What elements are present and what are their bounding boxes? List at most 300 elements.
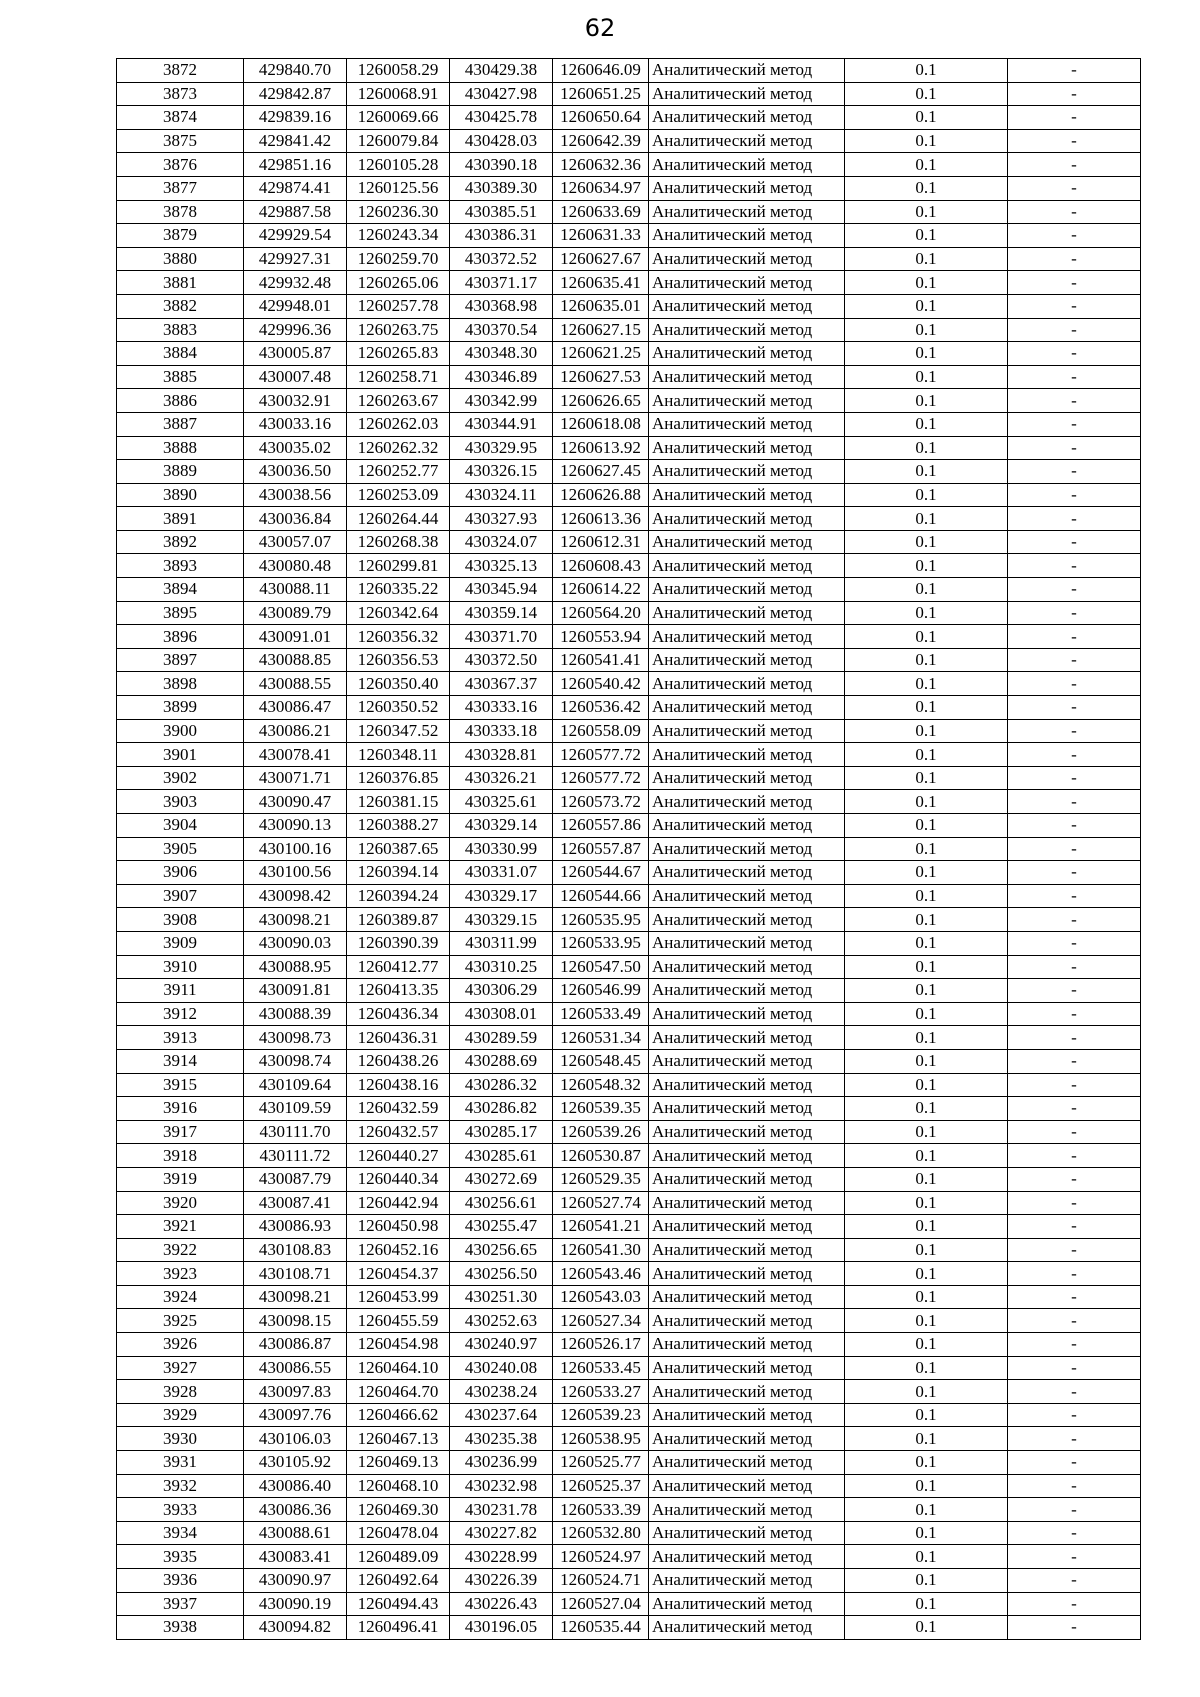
- table-row: [117, 483, 1141, 507]
- coordinates-table: [116, 58, 1141, 1640]
- note-cell: -: [1008, 908, 1141, 932]
- x1-cell: 430088.61: [244, 1521, 347, 1545]
- y1-cell: 1260450.98: [347, 1215, 450, 1239]
- accuracy-cell: 0.1: [845, 601, 1008, 625]
- x2-cell: 430385.51: [450, 200, 553, 224]
- method-cell: Аналитический метод: [649, 861, 845, 885]
- y1-cell: 1260263.67: [347, 389, 450, 413]
- method-cell: Аналитический метод: [649, 979, 845, 1003]
- accuracy-cell: 0.1: [845, 1592, 1008, 1616]
- table-row: [117, 1026, 1141, 1050]
- table-row: [117, 1049, 1141, 1073]
- method-cell: Аналитический метод: [649, 648, 845, 672]
- accuracy-cell: 0.1: [845, 696, 1008, 720]
- y1-cell: 1260440.27: [347, 1144, 450, 1168]
- note-cell: -: [1008, 106, 1141, 130]
- point-number-cell: 3876: [117, 153, 244, 177]
- accuracy-cell: 0.1: [845, 1309, 1008, 1333]
- method-cell: Аналитический метод: [649, 389, 845, 413]
- accuracy-cell: 0.1: [845, 554, 1008, 578]
- method-cell: Аналитический метод: [649, 1238, 845, 1262]
- x1-cell: 429874.41: [244, 176, 347, 200]
- note-cell: -: [1008, 1356, 1141, 1380]
- y1-cell: 1260125.56: [347, 176, 450, 200]
- accuracy-cell: 0.1: [845, 59, 1008, 83]
- table-row: [117, 696, 1141, 720]
- x1-cell: 430109.59: [244, 1097, 347, 1121]
- x1-cell: 429996.36: [244, 318, 347, 342]
- note-cell: -: [1008, 153, 1141, 177]
- note-cell: -: [1008, 743, 1141, 767]
- x2-cell: 430372.50: [450, 648, 553, 672]
- point-number-cell: 3882: [117, 294, 244, 318]
- y1-cell: 1260489.09: [347, 1545, 450, 1569]
- table-row: [117, 247, 1141, 271]
- x1-cell: 429948.01: [244, 294, 347, 318]
- method-cell: Аналитический метод: [649, 1569, 845, 1593]
- y2-cell: 1260525.37: [553, 1474, 649, 1498]
- x2-cell: 430226.39: [450, 1569, 553, 1593]
- x2-cell: 430370.54: [450, 318, 553, 342]
- accuracy-cell: 0.1: [845, 200, 1008, 224]
- point-number-cell: 3931: [117, 1451, 244, 1475]
- x1-cell: 430098.21: [244, 908, 347, 932]
- x1-cell: 430088.11: [244, 578, 347, 602]
- table-row: [117, 1380, 1141, 1404]
- table-row: [117, 1167, 1141, 1191]
- x2-cell: 430256.65: [450, 1238, 553, 1262]
- y2-cell: 1260533.95: [553, 931, 649, 955]
- x1-cell: 430098.73: [244, 1026, 347, 1050]
- y2-cell: 1260651.25: [553, 82, 649, 106]
- point-number-cell: 3925: [117, 1309, 244, 1333]
- x1-cell: 430083.41: [244, 1545, 347, 1569]
- note-cell: -: [1008, 1451, 1141, 1475]
- note-cell: -: [1008, 672, 1141, 696]
- x1-cell: 430094.82: [244, 1616, 347, 1640]
- x1-cell: 430090.13: [244, 814, 347, 838]
- x1-cell: 430038.56: [244, 483, 347, 507]
- point-number-cell: 3879: [117, 224, 244, 248]
- x2-cell: 430226.43: [450, 1592, 553, 1616]
- x2-cell: 430344.91: [450, 412, 553, 436]
- table-row: [117, 1403, 1141, 1427]
- note-cell: -: [1008, 814, 1141, 838]
- point-number-cell: 3919: [117, 1167, 244, 1191]
- method-cell: Аналитический метод: [649, 1026, 845, 1050]
- note-cell: -: [1008, 1403, 1141, 1427]
- point-number-cell: 3930: [117, 1427, 244, 1451]
- y1-cell: 1260243.34: [347, 224, 450, 248]
- point-number-cell: 3933: [117, 1498, 244, 1522]
- method-cell: Аналитический метод: [649, 625, 845, 649]
- y2-cell: 1260539.35: [553, 1097, 649, 1121]
- x2-cell: 430286.32: [450, 1073, 553, 1097]
- y1-cell: 1260438.16: [347, 1073, 450, 1097]
- method-cell: Аналитический метод: [649, 578, 845, 602]
- note-cell: -: [1008, 1521, 1141, 1545]
- note-cell: -: [1008, 578, 1141, 602]
- note-cell: -: [1008, 955, 1141, 979]
- table-row: [117, 1545, 1141, 1569]
- accuracy-cell: 0.1: [845, 837, 1008, 861]
- note-cell: -: [1008, 460, 1141, 484]
- x1-cell: 430090.47: [244, 790, 347, 814]
- x2-cell: 430331.07: [450, 861, 553, 885]
- method-cell: Аналитический метод: [649, 365, 845, 389]
- table-row: [117, 530, 1141, 554]
- note-cell: -: [1008, 1167, 1141, 1191]
- table-row: [117, 1333, 1141, 1357]
- accuracy-cell: 0.1: [845, 129, 1008, 153]
- table-row: [117, 176, 1141, 200]
- method-cell: Аналитический метод: [649, 530, 845, 554]
- note-cell: -: [1008, 59, 1141, 83]
- x1-cell: 430091.01: [244, 625, 347, 649]
- x1-cell: 429840.70: [244, 59, 347, 83]
- x1-cell: 430090.97: [244, 1569, 347, 1593]
- point-number-cell: 3888: [117, 436, 244, 460]
- y2-cell: 1260632.36: [553, 153, 649, 177]
- method-cell: Аналитический метод: [649, 460, 845, 484]
- x1-cell: 429932.48: [244, 271, 347, 295]
- y1-cell: 1260388.27: [347, 814, 450, 838]
- point-number-cell: 3901: [117, 743, 244, 767]
- y2-cell: 1260533.39: [553, 1498, 649, 1522]
- method-cell: Аналитический метод: [649, 931, 845, 955]
- method-cell: Аналитический метод: [649, 1498, 845, 1522]
- point-number-cell: 3904: [117, 814, 244, 838]
- method-cell: Аналитический метод: [649, 1545, 845, 1569]
- table-row: [117, 648, 1141, 672]
- method-cell: Аналитический метод: [649, 1167, 845, 1191]
- table-row: [117, 1120, 1141, 1144]
- table-row: [117, 224, 1141, 248]
- y1-cell: 1260454.37: [347, 1262, 450, 1286]
- accuracy-cell: 0.1: [845, 648, 1008, 672]
- accuracy-cell: 0.1: [845, 1002, 1008, 1026]
- y2-cell: 1260633.69: [553, 200, 649, 224]
- note-cell: -: [1008, 412, 1141, 436]
- y2-cell: 1260541.21: [553, 1215, 649, 1239]
- y1-cell: 1260390.39: [347, 931, 450, 955]
- y1-cell: 1260455.59: [347, 1309, 450, 1333]
- y1-cell: 1260356.32: [347, 625, 450, 649]
- x2-cell: 430196.05: [450, 1616, 553, 1640]
- y1-cell: 1260442.94: [347, 1191, 450, 1215]
- y2-cell: 1260558.09: [553, 719, 649, 743]
- accuracy-cell: 0.1: [845, 318, 1008, 342]
- method-cell: Аналитический метод: [649, 1427, 845, 1451]
- x2-cell: 430371.17: [450, 271, 553, 295]
- x1-cell: 430007.48: [244, 365, 347, 389]
- accuracy-cell: 0.1: [845, 294, 1008, 318]
- y1-cell: 1260252.77: [347, 460, 450, 484]
- note-cell: -: [1008, 861, 1141, 885]
- x2-cell: 430326.15: [450, 460, 553, 484]
- x1-cell: 430097.83: [244, 1380, 347, 1404]
- accuracy-cell: 0.1: [845, 908, 1008, 932]
- y2-cell: 1260543.03: [553, 1285, 649, 1309]
- point-number-cell: 3887: [117, 412, 244, 436]
- y1-cell: 1260469.30: [347, 1498, 450, 1522]
- note-cell: -: [1008, 82, 1141, 106]
- method-cell: Аналитический метод: [649, 200, 845, 224]
- point-number-cell: 3890: [117, 483, 244, 507]
- point-number-cell: 3885: [117, 365, 244, 389]
- method-cell: Аналитический метод: [649, 176, 845, 200]
- accuracy-cell: 0.1: [845, 106, 1008, 130]
- method-cell: Аналитический метод: [649, 790, 845, 814]
- y1-cell: 1260262.32: [347, 436, 450, 460]
- y2-cell: 1260608.43: [553, 554, 649, 578]
- point-number-cell: 3914: [117, 1049, 244, 1073]
- y1-cell: 1260335.22: [347, 578, 450, 602]
- point-number-cell: 3878: [117, 200, 244, 224]
- note-cell: -: [1008, 554, 1141, 578]
- x1-cell: 430036.84: [244, 507, 347, 531]
- y2-cell: 1260532.80: [553, 1521, 649, 1545]
- y2-cell: 1260539.26: [553, 1120, 649, 1144]
- table-row: [117, 1616, 1141, 1640]
- y1-cell: 1260265.06: [347, 271, 450, 295]
- y2-cell: 1260626.88: [553, 483, 649, 507]
- y2-cell: 1260627.67: [553, 247, 649, 271]
- x2-cell: 430251.30: [450, 1285, 553, 1309]
- y1-cell: 1260236.30: [347, 200, 450, 224]
- point-number-cell: 3892: [117, 530, 244, 554]
- note-cell: -: [1008, 483, 1141, 507]
- note-cell: -: [1008, 318, 1141, 342]
- y1-cell: 1260058.29: [347, 59, 450, 83]
- y2-cell: 1260557.87: [553, 837, 649, 861]
- table-row: [117, 743, 1141, 767]
- point-number-cell: 3923: [117, 1262, 244, 1286]
- accuracy-cell: 0.1: [845, 82, 1008, 106]
- accuracy-cell: 0.1: [845, 1521, 1008, 1545]
- note-cell: -: [1008, 1309, 1141, 1333]
- accuracy-cell: 0.1: [845, 1569, 1008, 1593]
- x2-cell: 430324.11: [450, 483, 553, 507]
- y1-cell: 1260467.13: [347, 1427, 450, 1451]
- x1-cell: 430108.83: [244, 1238, 347, 1262]
- y1-cell: 1260464.70: [347, 1380, 450, 1404]
- y2-cell: 1260627.15: [553, 318, 649, 342]
- x1-cell: 430100.56: [244, 861, 347, 885]
- x2-cell: 430345.94: [450, 578, 553, 602]
- y1-cell: 1260494.43: [347, 1592, 450, 1616]
- x1-cell: 430032.91: [244, 389, 347, 413]
- point-number-cell: 3873: [117, 82, 244, 106]
- x2-cell: 430333.16: [450, 696, 553, 720]
- x2-cell: 430285.17: [450, 1120, 553, 1144]
- x2-cell: 430288.69: [450, 1049, 553, 1073]
- y1-cell: 1260413.35: [347, 979, 450, 1003]
- y1-cell: 1260299.81: [347, 554, 450, 578]
- note-cell: -: [1008, 1545, 1141, 1569]
- table-row: [117, 837, 1141, 861]
- y1-cell: 1260350.40: [347, 672, 450, 696]
- accuracy-cell: 0.1: [845, 1498, 1008, 1522]
- note-cell: -: [1008, 766, 1141, 790]
- y2-cell: 1260635.01: [553, 294, 649, 318]
- x1-cell: 430035.02: [244, 436, 347, 460]
- x1-cell: 430105.92: [244, 1451, 347, 1475]
- y2-cell: 1260527.34: [553, 1309, 649, 1333]
- y1-cell: 1260264.44: [347, 507, 450, 531]
- x1-cell: 430087.41: [244, 1191, 347, 1215]
- y1-cell: 1260079.84: [347, 129, 450, 153]
- point-number-cell: 3915: [117, 1073, 244, 1097]
- x2-cell: 430325.61: [450, 790, 553, 814]
- x2-cell: 430325.13: [450, 554, 553, 578]
- table-row: [117, 436, 1141, 460]
- method-cell: Аналитический метод: [649, 554, 845, 578]
- y1-cell: 1260412.77: [347, 955, 450, 979]
- note-cell: -: [1008, 1498, 1141, 1522]
- method-cell: Аналитический метод: [649, 1356, 845, 1380]
- y1-cell: 1260268.38: [347, 530, 450, 554]
- accuracy-cell: 0.1: [845, 1049, 1008, 1073]
- x2-cell: 430333.18: [450, 719, 553, 743]
- point-number-cell: 3912: [117, 1002, 244, 1026]
- x1-cell: 430100.16: [244, 837, 347, 861]
- table-row: [117, 625, 1141, 649]
- note-cell: -: [1008, 1592, 1141, 1616]
- y2-cell: 1260618.08: [553, 412, 649, 436]
- table-row: [117, 271, 1141, 295]
- x1-cell: 429839.16: [244, 106, 347, 130]
- method-cell: Аналитический метод: [649, 1309, 845, 1333]
- accuracy-cell: 0.1: [845, 271, 1008, 295]
- x2-cell: 430237.64: [450, 1403, 553, 1427]
- method-cell: Аналитический метод: [649, 766, 845, 790]
- y2-cell: 1260544.67: [553, 861, 649, 885]
- accuracy-cell: 0.1: [845, 743, 1008, 767]
- accuracy-cell: 0.1: [845, 1380, 1008, 1404]
- method-cell: Аналитический метод: [649, 837, 845, 861]
- accuracy-cell: 0.1: [845, 861, 1008, 885]
- x2-cell: 430329.15: [450, 908, 553, 932]
- accuracy-cell: 0.1: [845, 224, 1008, 248]
- y1-cell: 1260105.28: [347, 153, 450, 177]
- accuracy-cell: 0.1: [845, 1545, 1008, 1569]
- accuracy-cell: 0.1: [845, 153, 1008, 177]
- method-cell: Аналитический метод: [649, 1616, 845, 1640]
- x2-cell: 430429.38: [450, 59, 553, 83]
- accuracy-cell: 0.1: [845, 1285, 1008, 1309]
- x1-cell: 430080.48: [244, 554, 347, 578]
- method-cell: Аналитический метод: [649, 1191, 845, 1215]
- point-number-cell: 3909: [117, 931, 244, 955]
- accuracy-cell: 0.1: [845, 790, 1008, 814]
- x2-cell: 430389.30: [450, 176, 553, 200]
- y2-cell: 1260535.95: [553, 908, 649, 932]
- y2-cell: 1260533.27: [553, 1380, 649, 1404]
- x1-cell: 430111.70: [244, 1120, 347, 1144]
- accuracy-cell: 0.1: [845, 1073, 1008, 1097]
- point-number-cell: 3895: [117, 601, 244, 625]
- x1-cell: 430088.95: [244, 955, 347, 979]
- accuracy-cell: 0.1: [845, 1616, 1008, 1640]
- note-cell: -: [1008, 1474, 1141, 1498]
- note-cell: -: [1008, 1285, 1141, 1309]
- accuracy-cell: 0.1: [845, 1333, 1008, 1357]
- y1-cell: 1260356.53: [347, 648, 450, 672]
- y2-cell: 1260613.92: [553, 436, 649, 460]
- accuracy-cell: 0.1: [845, 578, 1008, 602]
- y2-cell: 1260536.42: [553, 696, 649, 720]
- accuracy-cell: 0.1: [845, 436, 1008, 460]
- accuracy-cell: 0.1: [845, 247, 1008, 271]
- table-row: [117, 59, 1141, 83]
- x1-cell: 429929.54: [244, 224, 347, 248]
- y2-cell: 1260524.71: [553, 1569, 649, 1593]
- y1-cell: 1260436.34: [347, 1002, 450, 1026]
- note-cell: -: [1008, 1120, 1141, 1144]
- method-cell: Аналитический метод: [649, 1097, 845, 1121]
- note-cell: -: [1008, 294, 1141, 318]
- note-cell: -: [1008, 837, 1141, 861]
- y1-cell: 1260440.34: [347, 1167, 450, 1191]
- y2-cell: 1260529.35: [553, 1167, 649, 1191]
- method-cell: Аналитический метод: [649, 318, 845, 342]
- x2-cell: 430255.47: [450, 1215, 553, 1239]
- method-cell: Аналитический метод: [649, 601, 845, 625]
- x1-cell: 430078.41: [244, 743, 347, 767]
- table-row: [117, 294, 1141, 318]
- method-cell: Аналитический метод: [649, 1403, 845, 1427]
- y1-cell: 1260453.99: [347, 1285, 450, 1309]
- note-cell: -: [1008, 176, 1141, 200]
- point-number-cell: 3913: [117, 1026, 244, 1050]
- x2-cell: 430342.99: [450, 389, 553, 413]
- table-row: [117, 1262, 1141, 1286]
- x2-cell: 430367.37: [450, 672, 553, 696]
- x1-cell: 430088.85: [244, 648, 347, 672]
- table-row: [117, 931, 1141, 955]
- accuracy-cell: 0.1: [845, 672, 1008, 696]
- x1-cell: 430098.15: [244, 1309, 347, 1333]
- method-cell: Аналитический метод: [649, 436, 845, 460]
- point-number-cell: 3881: [117, 271, 244, 295]
- x2-cell: 430329.17: [450, 884, 553, 908]
- x1-cell: 430086.21: [244, 719, 347, 743]
- x1-cell: 430071.71: [244, 766, 347, 790]
- x1-cell: 430111.72: [244, 1144, 347, 1168]
- x2-cell: 430235.38: [450, 1427, 553, 1451]
- y1-cell: 1260492.64: [347, 1569, 450, 1593]
- note-cell: -: [1008, 1215, 1141, 1239]
- note-cell: -: [1008, 1427, 1141, 1451]
- x1-cell: 430109.64: [244, 1073, 347, 1097]
- point-number-cell: 3872: [117, 59, 244, 83]
- table-row: [117, 1285, 1141, 1309]
- x2-cell: 430231.78: [450, 1498, 553, 1522]
- x2-cell: 430311.99: [450, 931, 553, 955]
- accuracy-cell: 0.1: [845, 342, 1008, 366]
- point-number-cell: 3938: [117, 1616, 244, 1640]
- note-cell: -: [1008, 200, 1141, 224]
- note-cell: -: [1008, 1026, 1141, 1050]
- x1-cell: 430087.79: [244, 1167, 347, 1191]
- accuracy-cell: 0.1: [845, 1262, 1008, 1286]
- table-row: [117, 389, 1141, 413]
- method-cell: Аналитический метод: [649, 1521, 845, 1545]
- y1-cell: 1260376.85: [347, 766, 450, 790]
- method-cell: Аналитический метод: [649, 59, 845, 83]
- table-row: [117, 1474, 1141, 1498]
